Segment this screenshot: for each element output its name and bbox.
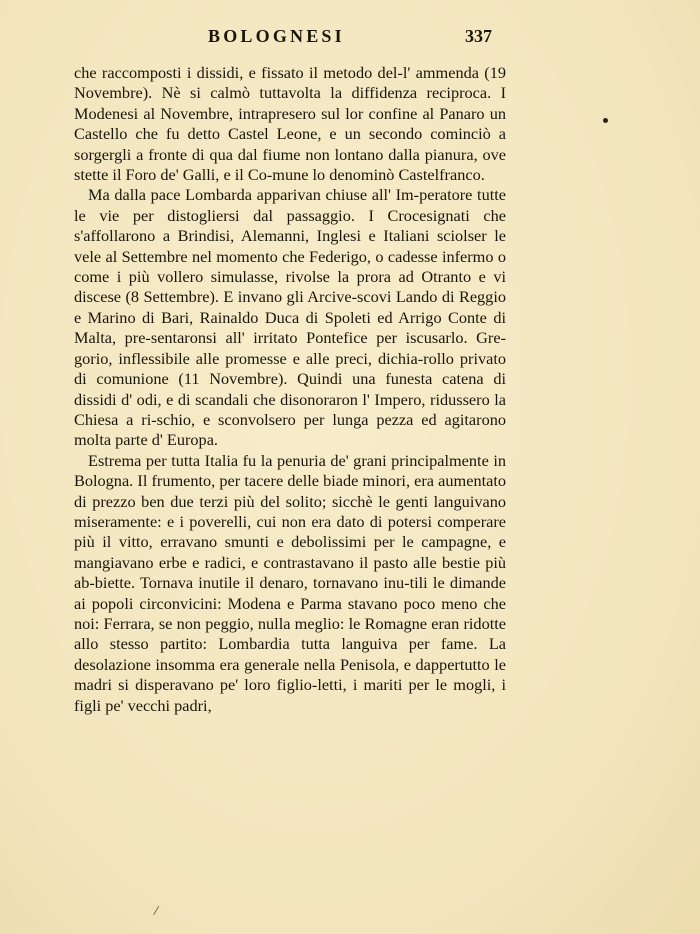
ink-spot <box>603 118 608 123</box>
page-header <box>74 26 492 52</box>
body-text <box>74 63 506 716</box>
paragraph-2: Ma dalla pace Lombarda apparivan chiuse all' Im-peratore tutte le vie per distogliersi dal passaggio. I Crocesignati che s'affollarono a Brindisi, Alemanni, Inglesi e Italiani sciolser le vele al Settembre nel momento che Federigo, o cadesse infermo o come i più vollero simulasse, rivolse la prora ad Otranto e vi discese (8 Settembre). E invano gli Arcive-scovi Lando di Reggio e Marino di Bari, Rainaldo Duca di Spoleti ed Arrigo Conte di Malta, pre-sentaronsi all' irritato Pontefice per iscusarlo. Gre-gorio, inflessibile alle promesse e alle preci, dichia-rollo privato di comunione (11 Novembre). Quindi una funesta catena di dissidi d' odi, e di scandali che disonoraron l' Impero, ridussero la Chiesa a ri-schio, e sconvolsero per lunga pezza ed agitarono molta parte d' Europa. <box>74 185 506 450</box>
stray-ink-mark: / <box>152 903 160 920</box>
running-head: BOLOGNESI <box>208 26 345 46</box>
paragraph-1: che raccomposti i dissidi, e fissato il metodo del-l' ammenda (19 Novembre). Nè si calmò tuttavolta la diffidenza reciproca. I Modenesi al Novembre, intrapresero sul lor confine al Panaro un Castello che fu detto Castel Leone, e un secondo cominciò a sorgergli a fronte di qua dal fiume non lontano dalla pianura, ove stette il Foro de' Galli, e il Co-mune lo denominò Castelfranco. <box>74 63 506 185</box>
page-number: 337 <box>465 26 492 46</box>
paragraph-3: Estrema per tutta Italia fu la penuria de' grani principalmente in Bologna. Il frumento, per tacere delle biade minori, era aumentato di prezzo ben due terzi più del solito; sicchè le genti languivano miseramente: e i poverelli, cui non era dato di potersi comperare più il vitto, erravano smunti e debolissimi per le campagne, e mangiavano erbe e radici, e contrastavano il pasto alle bestie più ab-biette. Tornava inutile il denaro, tornavano inu-tili le dimande ai popoli circonvicini: Modena e Parma stavano poco meno che noi: Ferrara, se non peggio, nulla meglio: le Romagne eran ridotte allo stesso partito: Lombardia tutta languiva per fame. La desolazione insomma era generale nella Penisola, e dappertutto le madri si disperavano pe' loro figlio-letti, i mariti per le mogli, i figli pe' vecchi padri, <box>74 450 506 715</box>
